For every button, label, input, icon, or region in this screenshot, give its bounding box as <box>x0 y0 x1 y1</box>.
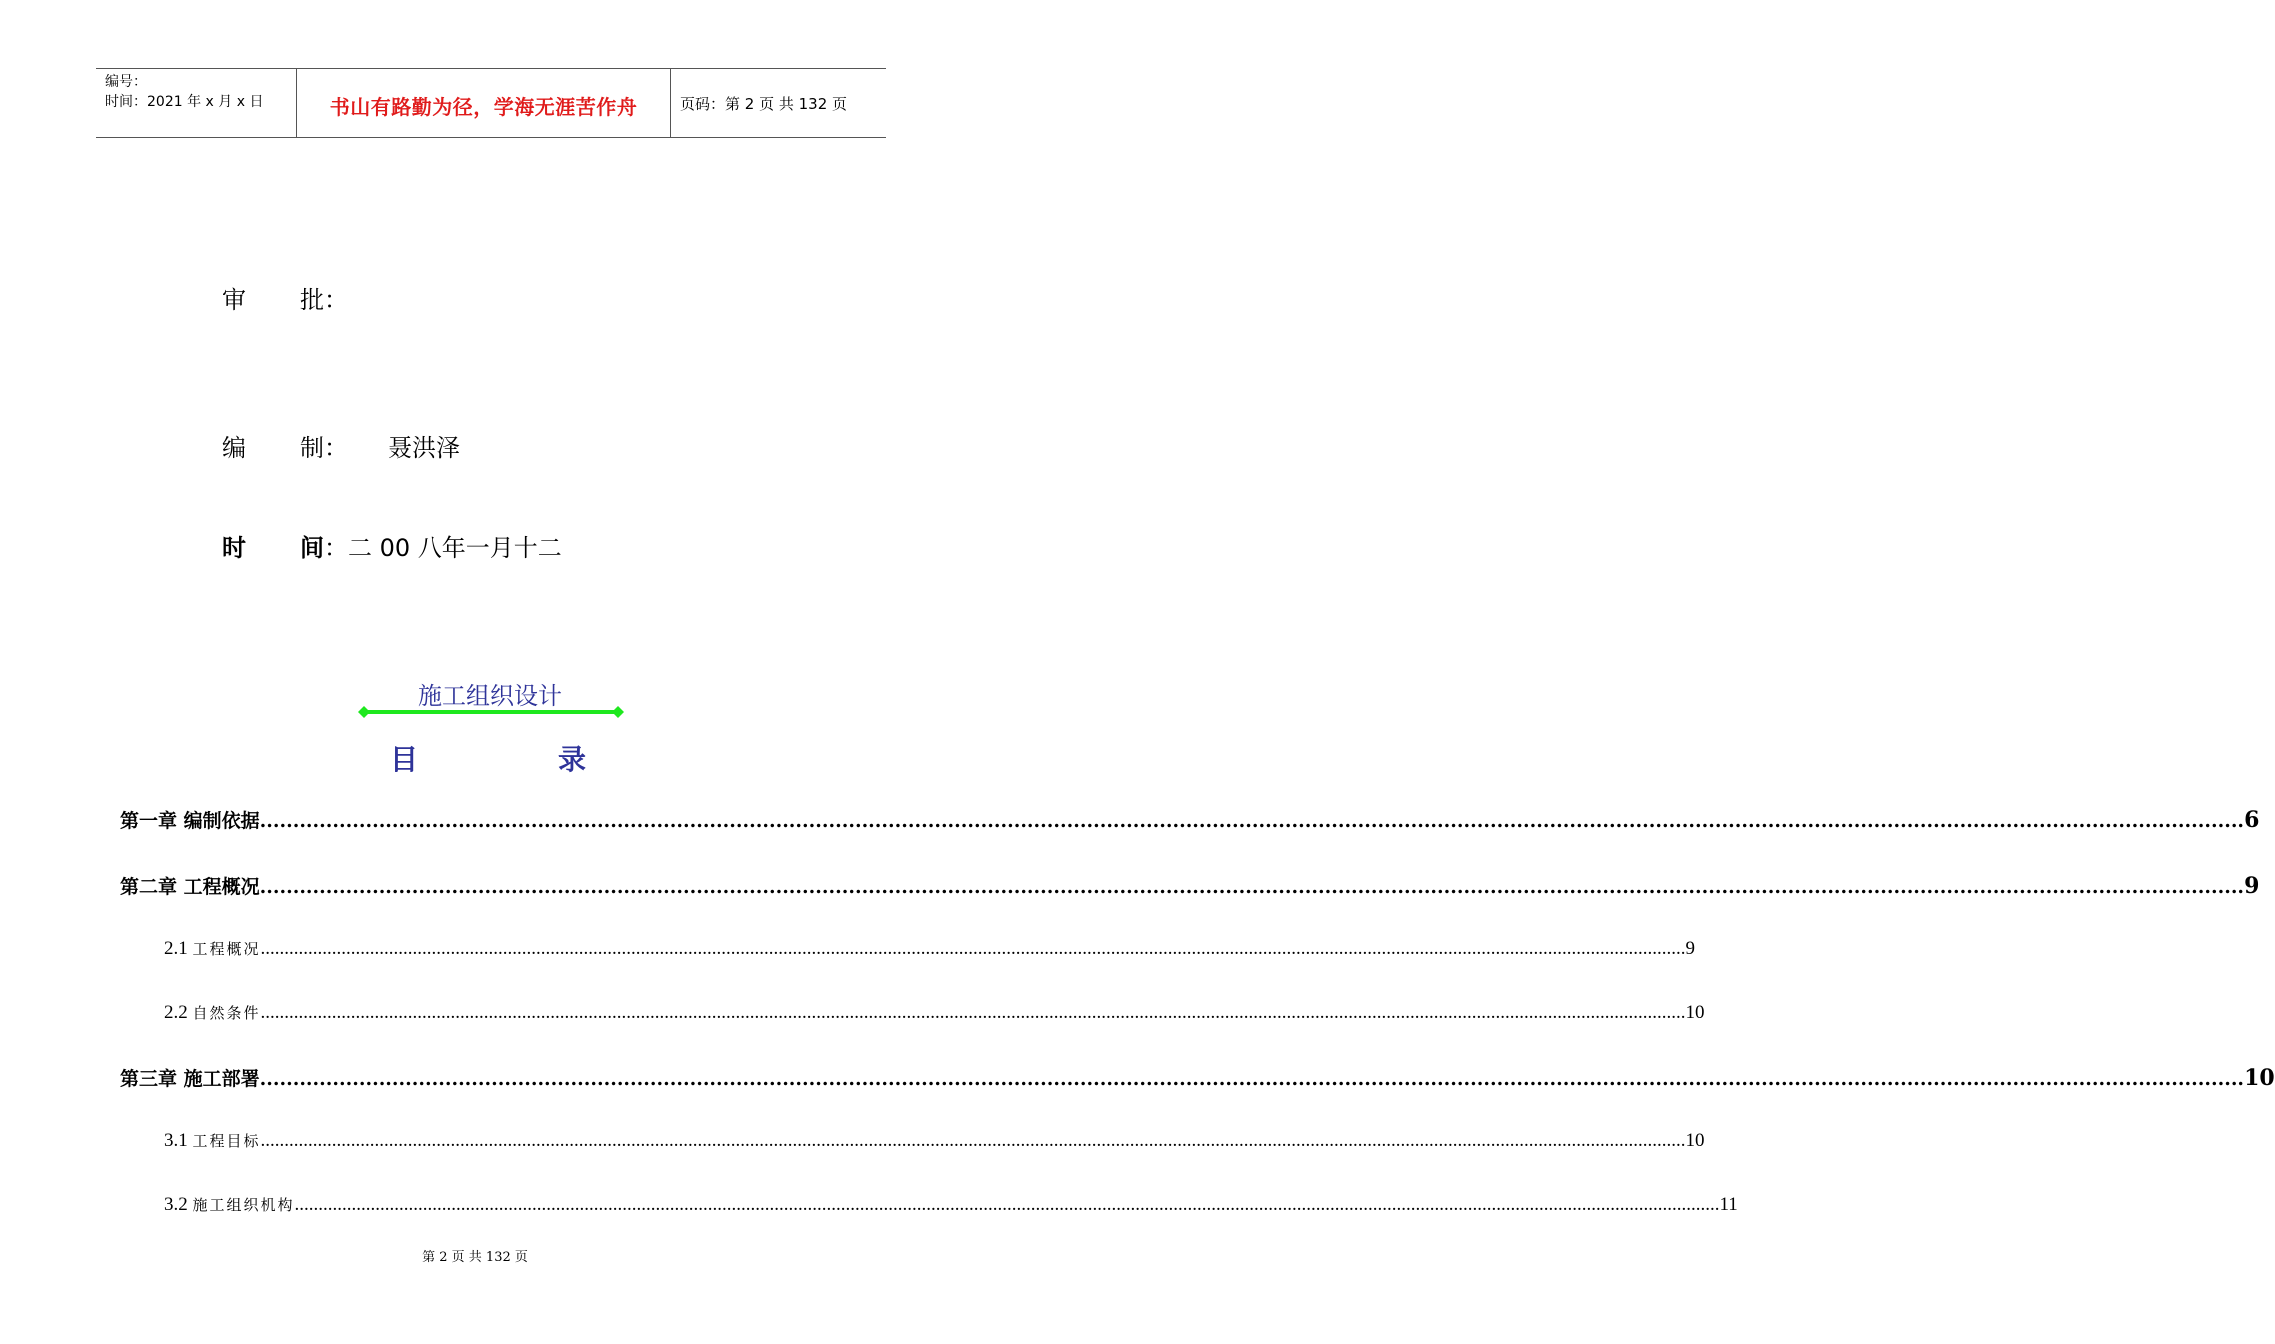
toc-leader-dots: ............................................................................................................................................................................................................................................................................................................ <box>260 1130 1686 1151</box>
page-footer: 第 2 页 共 132 页 <box>422 1250 528 1265</box>
toc-entry[interactable] <box>120 1064 2275 1091</box>
toc-heading-left: 目 <box>390 743 419 776</box>
toc-entry-title: 第二章 工程概况 <box>120 876 260 898</box>
header-page-code: 页码：第 2 页 共 132 页 <box>680 95 848 113</box>
toc-subentry[interactable] <box>164 1130 1705 1152</box>
toc-leader-dots: ............................................................................................................................................................................................................................................................................................................ <box>259 1068 2245 1090</box>
toc-entry-page: 9 <box>1685 938 1696 959</box>
header-motto: 书山有路勤为径，学海无涯苦作舟 <box>329 95 638 119</box>
compiler-field <box>222 428 460 463</box>
toc-entry-page: 9 <box>2244 873 2260 899</box>
toc-entry-page: 10 <box>1685 1002 1705 1023</box>
compiler-value: 聂洪泽 <box>388 434 460 462</box>
toc-entry-number: 3.2 <box>164 1194 188 1215</box>
toc-entry-number: 2.1 <box>164 938 188 959</box>
header-page-cell <box>671 69 886 137</box>
toc-entry-page: 10 <box>2244 1065 2275 1091</box>
toc-entry[interactable] <box>120 806 2260 833</box>
toc-entry[interactable] <box>120 872 2260 899</box>
title-divider <box>358 700 626 726</box>
toc-subentry[interactable] <box>164 1002 1705 1024</box>
toc-entry-title: 工程目标 <box>192 1132 261 1150</box>
document-title: 施工组织设计 <box>418 682 562 710</box>
toc-leader-dots: ............................................................................................................................................................................................................................................................................................................ <box>259 876 2245 898</box>
toc-entry-title: 施工组织机构 <box>192 1196 295 1214</box>
toc-entry-page: 6 <box>2244 807 2260 833</box>
header-number-label: 编号： <box>105 74 147 90</box>
toc-entry-page: 11 <box>1719 1194 1738 1215</box>
header-info-cell <box>96 69 297 137</box>
approval-label-a: 审 <box>222 286 246 314</box>
toc-subentry[interactable] <box>164 938 1696 960</box>
header-time-label: 时间：2021 年 x 月 x 日 <box>105 94 264 110</box>
toc-entry-title: 第一章 编制依据 <box>120 810 260 832</box>
toc-entry-number: 2.2 <box>164 1002 188 1023</box>
toc-entry-title: 工程概况 <box>192 940 261 958</box>
toc-leader-dots: ............................................................................................................................................................................................................................................................................................................ <box>294 1194 1720 1215</box>
compiler-label-b: 制： <box>300 434 348 462</box>
approval-field <box>222 280 348 315</box>
toc-entry-title: 第三章 施工部署 <box>120 1068 260 1090</box>
compiler-label-a: 编 <box>222 434 246 462</box>
date-field <box>222 528 562 563</box>
toc-leader-dots: ............................................................................................................................................................................................................................................................................................................ <box>260 938 1686 959</box>
header-motto-cell <box>297 69 671 137</box>
date-label-b: 间 <box>300 534 324 562</box>
toc-leader-dots: ............................................................................................................................................................................................................................................................................................................ <box>260 1002 1686 1023</box>
page-header <box>96 68 886 138</box>
toc-heading-right: 录 <box>558 743 587 776</box>
date-value: ：二 00 八年一月十二 <box>324 534 562 562</box>
toc-entry-title: 自然条件 <box>192 1004 261 1022</box>
approval-label-b: 批： <box>300 286 348 314</box>
toc-subentry[interactable] <box>164 1194 1738 1216</box>
toc-entry-page: 10 <box>1685 1130 1705 1151</box>
toc-leader-dots: ............................................................................................................................................................................................................................................................................................................ <box>259 810 2245 832</box>
toc-entry-number: 3.1 <box>164 1130 188 1151</box>
date-label-a: 时 <box>222 534 246 562</box>
